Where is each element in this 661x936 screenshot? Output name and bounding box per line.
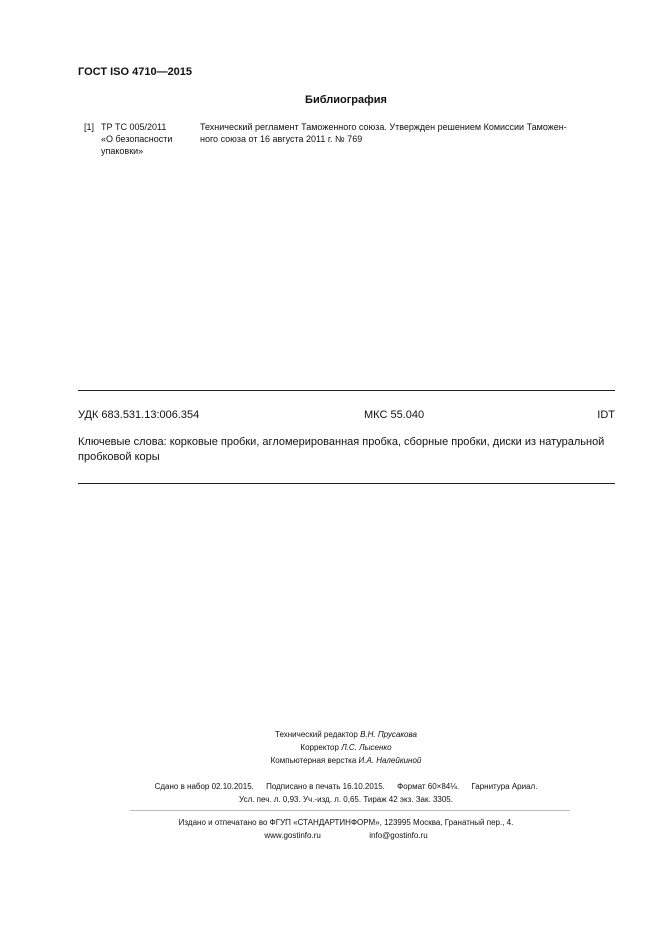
credit-layout (0, 754, 661, 767)
credit-name: И.А. Налейкиной (358, 756, 422, 765)
print-info-line (0, 793, 661, 806)
equivalence-code: IDT (597, 409, 615, 421)
reference-line: «О безопасности (101, 134, 173, 144)
credits-block (0, 728, 661, 767)
keywords (78, 435, 618, 465)
paper-format: Формат 60×84⅛. (397, 782, 460, 791)
bottom-divider (78, 483, 615, 484)
print-info-block (0, 780, 661, 806)
credit-tech-editor (0, 728, 661, 741)
credit-label: Технический редактор (275, 730, 358, 739)
publisher-sheets: Уч.-изд. л. 0,65. (302, 795, 362, 804)
credit-name: В.Н. Прусакова (360, 730, 417, 739)
reference-line: ТР ТС 005/2011 (101, 122, 167, 132)
reference-line: упаковки» (101, 146, 144, 156)
bibliography-entry-description (200, 121, 620, 145)
publisher-line: Издано и отпечатано во ФГУП «СТАНДАРТИНФОРМ», 123995 Москва, Гранатный пер., 4. (178, 818, 514, 827)
credit-label: Компьютерная верстка (270, 756, 357, 765)
credit-label: Корректор (300, 743, 339, 752)
print-info-line (0, 780, 661, 793)
typeset-date: Сдано в набор 02.10.2015. (154, 782, 254, 791)
publisher-divider (130, 810, 570, 811)
print-sheets: Усл. печ. л. 0,93. (239, 795, 301, 804)
bibliography-entry-number: [1] (84, 122, 95, 132)
website-link[interactable]: www.gostinfo.ru (264, 831, 321, 840)
bibliography-title: Библиография (305, 94, 387, 106)
order-number: Зак. 3305. (415, 795, 453, 804)
keywords-line: Ключевые слова: корковые пробки, агломерированная пробка, сборные пробки, диски из натуральной (78, 436, 605, 448)
publisher-contacts (0, 829, 661, 842)
mks-code: МКС 55.040 (364, 409, 425, 421)
email-link[interactable]: info@gostinfo.ru (369, 831, 428, 840)
print-run: Тираж 42 экз. (363, 795, 414, 804)
top-divider (78, 390, 615, 391)
typeface: Гарнитура Ариал. (471, 782, 538, 791)
description-line: Технический регламент Таможенного союза. Утвержден решением Комиссии Таможен- (200, 122, 567, 132)
description-line: ного союза от 16 августа 2011 г. № 769 (200, 134, 363, 144)
keywords-line: пробковой коры (78, 451, 160, 463)
publisher-block (0, 816, 661, 842)
udk-code: УДК 683.531.13:006.354 (78, 409, 200, 421)
document-code: ГОСТ ISO 4710—2015 (78, 66, 193, 78)
signed-date: Подписано в печать 16.10.2015. (266, 782, 385, 791)
bibliography-entry-reference (101, 121, 201, 157)
credit-corrector (0, 741, 661, 754)
credit-name: Л.С. Лысенко (341, 743, 392, 752)
